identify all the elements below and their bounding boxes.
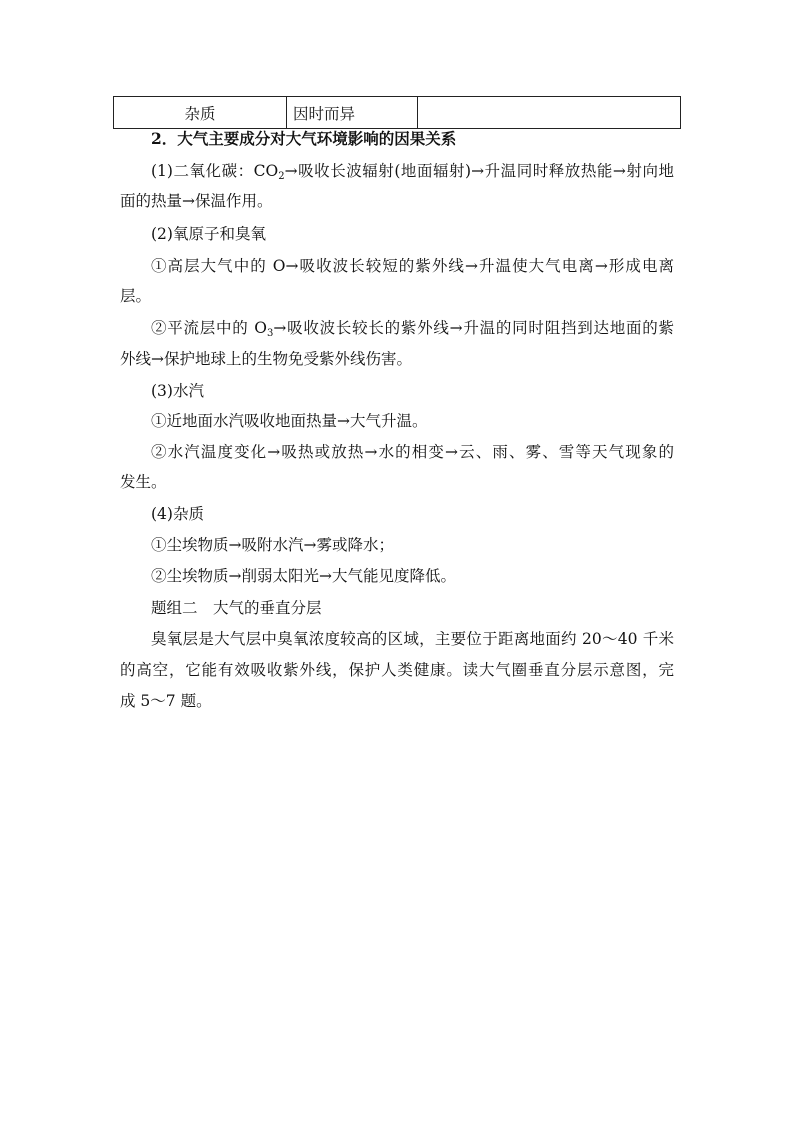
oxygen-item-2-continuation: 外线→保护地球上的生物免受紫外线伤害。 — [120, 350, 412, 368]
ozone-text: →吸收波长较长的紫外线→升温的同时阻挡到达地面的紫 — [273, 319, 674, 337]
co2-continuation: 面的热量→保温作用。 — [120, 192, 273, 210]
vapor-item-2-continuation: 发生。 — [120, 473, 167, 491]
group-paragraph-line-1: 臭氧层是大气层中臭氧浓度较高的区域，主要位于距离地面约 20～40 千米 — [151, 630, 674, 648]
vapor-label: (3)水汽 — [151, 382, 204, 400]
section-title: 2．大气主要成分对大气环境影响的因果关系 — [151, 129, 457, 148]
group-title: 题组二 大气的垂直分层 — [151, 599, 322, 617]
table-cell-note — [418, 97, 681, 129]
oxygen-item-2 — [151, 318, 674, 338]
group-paragraph-line-3: 成 5～7 题。 — [120, 692, 212, 710]
table-cell-name: 杂质 — [114, 97, 287, 129]
vapor-item-1: ①近地面水汽吸收地面热量→大气升温。 — [151, 412, 428, 430]
oxygen-label: (2)氧原子和臭氧 — [151, 225, 266, 243]
table-cell-value: 因时而异 — [287, 97, 418, 129]
co2-subscript: 2 — [278, 171, 285, 182]
vapor-item-2: ②水汽温度变化→吸热或放热→水的相变→云、雨、雾、雪等天气现象的 — [151, 443, 674, 461]
impurity-item-1: ①尘埃物质→吸附水汽→雾或降水； — [151, 536, 394, 554]
co2-line — [151, 161, 674, 181]
impurity-item-2: ②尘埃物质→削弱太阳光→大气能见度降低。 — [151, 567, 456, 585]
ozone-prefix: ②平流层中的 O — [151, 319, 267, 337]
group-paragraph-line-2: 的高空，它能有效吸收紫外线，保护人类健康。读大气圈垂直分层示意图，完 — [120, 661, 674, 679]
table-row — [114, 97, 681, 129]
oxygen-item-1: ①高层大气中的 O→吸收波长较短的紫外线→升温使大气电离→形成电离 — [151, 257, 674, 275]
co2-text: →吸收长波辐射(地面辐射)→升温同时释放热能→射向地 — [284, 162, 674, 180]
composition-table — [113, 96, 681, 129]
oxygen-item-1-continuation: 层。 — [120, 287, 152, 305]
co2-label: (1)二氧化碳：CO — [151, 162, 279, 180]
ozone-subscript: 3 — [266, 328, 274, 339]
impurity-label: (4)杂质 — [151, 505, 204, 523]
